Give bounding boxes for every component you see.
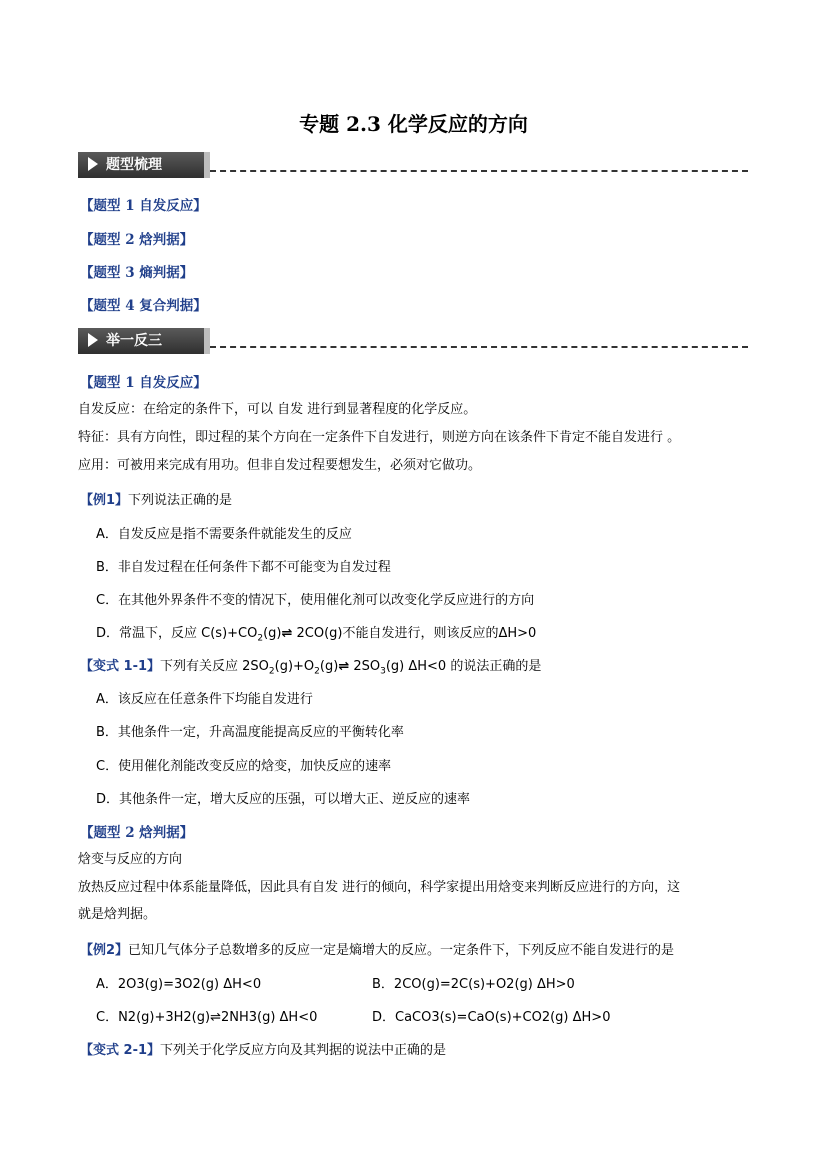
subscript: 3 [380,666,386,677]
subscript: 2 [257,633,264,644]
type2-heading: 【题型 2 焓判据】 [80,825,194,841]
option-d[interactable]: D．其他条件一定，增大反应的压强，可以增大正、逆反应的速率 [96,792,471,807]
variant-text: 下列关于化学反应方向及其判据的说法中正确的是 [160,1043,447,1058]
equilibrium-arrow-icon: ⇌ [338,659,350,674]
toc-item-1[interactable]: 【题型 1 自发反应】 [80,198,207,214]
option-d[interactable] [96,622,536,644]
variant-1-1-stem [80,655,541,677]
variant-2-1-stem [80,1039,446,1058]
variant-label: 【变式 1-1】 [80,659,161,674]
option-c[interactable]: C．N2(g)+3H2(g)⇌2NH3(g) ΔH<0 [96,1010,318,1025]
option-a[interactable]: A．自发反应是指不需要条件就能发生的反应 [96,527,352,542]
option-text: D．常温下，反应 C(s)+CO [96,626,258,641]
type1-paragraph: 应用：可被用来完成有用功。但非自发过程要想发生，必须对它做功。 [78,458,482,473]
example-question: 下列说法正确的是 [128,493,233,508]
section-title: 举一反三 [106,333,162,349]
toc-item-3[interactable]: 【题型 3 熵判据】 [80,265,194,281]
option-a[interactable]: A．该反应在任意条件下均能自发进行 [96,692,313,707]
variant-text: (g)+O [274,659,315,674]
page-title: 专题 2.3 化学反应的方向 [299,112,528,136]
section-title: 题型梳理 [106,157,162,173]
dash-dot-line [210,346,748,348]
variant-label: 【变式 2-1】 [80,1043,161,1058]
option-b[interactable]: B．非自发过程在任何条件下都不可能变为自发过程 [96,560,391,575]
section-header-types [78,152,748,178]
toc-item-2[interactable]: 【题型 2 焓判据】 [80,232,194,248]
play-icon [88,157,98,171]
section-tab [78,328,210,354]
option-c[interactable]: C．使用催化剂能改变反应的焓变，加快反应的速率 [96,759,392,774]
equilibrium-arrow-icon: ⇌ [281,626,293,641]
example-label: 【例1】 [80,493,129,508]
option-text: (g) [263,626,282,641]
type2-paragraph: 焓变与反应的方向 [78,852,183,867]
dash-dot-line [210,170,748,172]
play-icon [88,333,98,347]
type2-paragraph: 放热反应过程中体系能量降低，因此具有自发 进行的倾向，科学家提出用焓变来判断反应进行的方向，这 [78,880,681,895]
option-b[interactable]: B．其他条件一定，升高温度能提高反应的平衡转化率 [96,725,404,740]
subscript: 2 [268,666,275,677]
variant-text: 下列有关反应 2SO [160,659,269,674]
toc-item-4[interactable]: 【题型 4 复合判据】 [80,298,207,314]
subscript: 2 [314,666,320,677]
option-c[interactable]: C．在其他外界条件不变的情况下，使用催化剂可以改变化学反应进行的方向 [96,593,535,608]
section-tab [78,152,210,178]
option-d[interactable]: D．CaCO3(s)=CaO(s)+CO2(g) ΔH>0 [372,1010,611,1025]
option-text: 2CO(g)不能自发进行，则该反应的ΔH>0 [292,626,537,641]
type2-paragraph: 就是焓判据。 [78,907,157,922]
type1-paragraph: 自发反应：在给定的条件下，可以 自发 进行到显著程度的化学反应。 [78,402,477,417]
variant-text: (g) ΔH<0 的说法正确的是 [385,659,542,674]
type1-heading: 【题型 1 自发反应】 [80,375,207,391]
variant-text: (g) [319,659,339,674]
example-label: 【例2】 [80,943,129,958]
option-b[interactable]: B．2CO(g)=2C(s)+O2(g) ΔH>0 [372,977,575,992]
example-1-stem [80,489,232,508]
example-question: 已知几气体分子总数增多的反应一定是熵增大的反应。一定条件下，下列反应不能自发进行的是 [128,943,675,958]
option-a[interactable]: A．2O3(g)=3O2(g) ΔH<0 [96,977,262,992]
example-2-stem [80,939,674,958]
section-header-practice [78,328,748,354]
type1-paragraph: 特征：具有方向性，即过程的某个方向在一定条件下自发进行，则逆方向在该条件下肯定不能自发进行 。 [78,430,681,445]
variant-text: 2SO [349,659,381,674]
